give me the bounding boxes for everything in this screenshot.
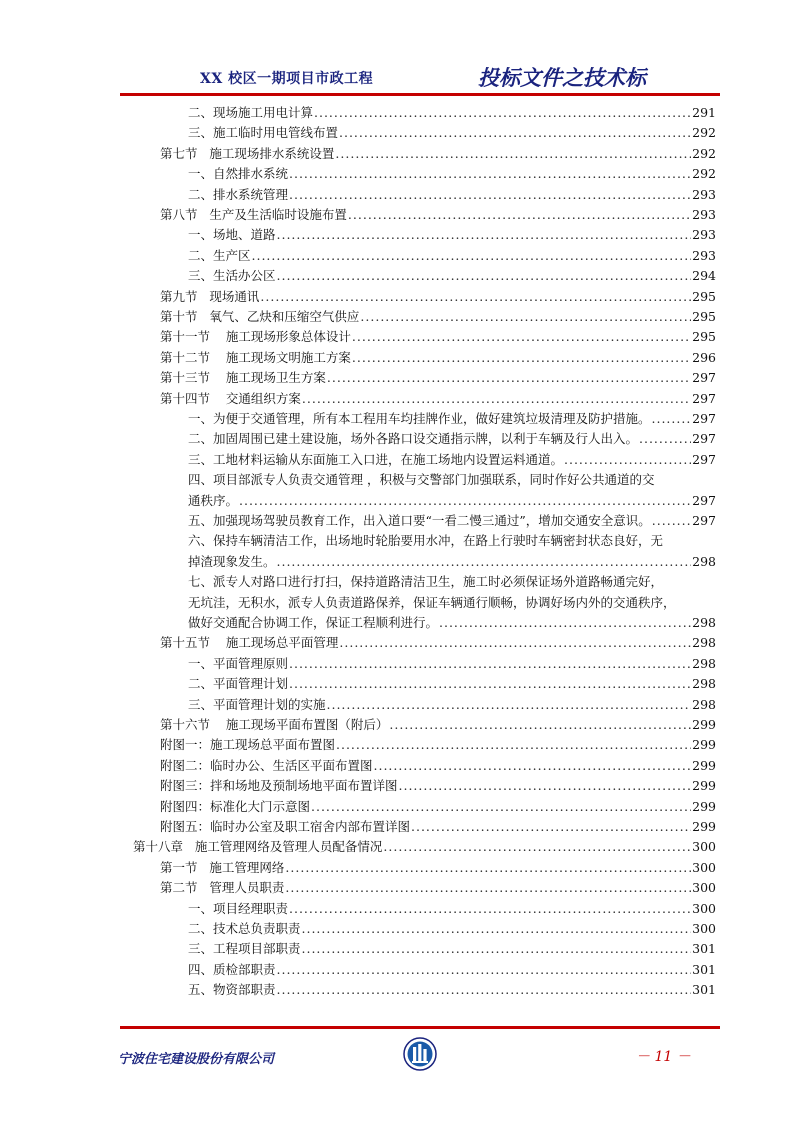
- toc-entry-title: 三、生活办公区: [188, 268, 276, 284]
- toc-leader-dots: [260, 287, 691, 307]
- toc-page-number: 292: [692, 166, 716, 182]
- toc-entry[interactable]: [188, 409, 716, 429]
- toc-leader-dots: [285, 878, 691, 898]
- toc-leader-dots: [411, 817, 691, 837]
- toc-page-number: 297: [692, 451, 716, 467]
- toc-leader-dots: [339, 123, 691, 143]
- toc-page-number: 294: [692, 268, 716, 284]
- toc-leader-dots: [302, 919, 692, 939]
- project-name: XX 校区一期项目市政工程: [200, 71, 374, 87]
- toc-page-number: 299: [692, 737, 716, 753]
- toc-entry-title: 五、加强现场驾驶员教育工作，出入道口要“一看二慢三通过”，增加交通安全意识。: [188, 513, 651, 528]
- toc-page-number: 291: [692, 105, 716, 120]
- toc-leader-dots: [335, 144, 691, 164]
- toc-entry-title: 通秩序。: [188, 492, 239, 508]
- toc-entry[interactable]: [160, 735, 716, 755]
- toc-leader-dots: [652, 409, 692, 429]
- toc-entry-title: 第七节 施工现场排水系统设置: [160, 145, 335, 161]
- page-number: － 11 －: [636, 1049, 691, 1065]
- toc-entry-title: 五、物资部职责: [188, 982, 276, 998]
- toc-entry-title: 附图二：临时办公、生活区平面布置图: [160, 757, 373, 773]
- toc-entry-title: 第一节 施工管理网络: [160, 859, 285, 875]
- toc-leader-dots: [285, 858, 691, 878]
- toc-page-number: 298: [692, 655, 716, 671]
- toc-entry-title: 三、施工临时用电管线布置: [188, 125, 339, 141]
- toc-page-number: 293: [692, 227, 716, 243]
- toc-entry-continuation: [188, 613, 716, 633]
- toc-leader-dots: [289, 899, 691, 919]
- toc-leader-dots: [277, 225, 692, 245]
- toc-leader-dots: [277, 980, 692, 1000]
- toc-entry-continuation: [188, 552, 716, 572]
- toc-entry-title: 一、平面管理原则: [188, 655, 289, 671]
- toc-page-number: 292: [692, 145, 716, 161]
- toc-page-number: 299: [692, 798, 716, 814]
- toc-entry-title: 一、自然排水系统: [188, 166, 289, 182]
- toc-page-number: 300: [692, 859, 716, 875]
- toc-entry[interactable]: [160, 776, 716, 796]
- toc-entry[interactable]: [160, 817, 716, 837]
- toc-entry[interactable]: [188, 511, 716, 531]
- toc-entry-title: 第八节 生产及生活临时设施布置: [160, 207, 347, 222]
- toc-leader-dots: [389, 715, 691, 735]
- toc-entry[interactable]: [160, 756, 716, 776]
- toc-page-number: 296: [692, 349, 716, 365]
- toc-entry-title: 一、为便于交通管理，所有本工程用车均挂牌作业，做好建筑垃圾清理及防护措施。: [188, 411, 651, 426]
- toc-page-number: 300: [692, 839, 716, 855]
- toc-leader-dots: [314, 103, 691, 123]
- toc-leader-dots: [383, 837, 691, 857]
- toc-entry-title: 三、工程项目部职责: [188, 941, 301, 957]
- toc-entry-title: 一、场地、道路: [188, 227, 276, 243]
- toc-entry[interactable]: [160, 797, 716, 817]
- toc-page-number: 295: [692, 288, 716, 304]
- toc-entry-title: 三、平面管理计划的实施: [188, 696, 326, 712]
- toc-page-number: 292: [692, 125, 716, 141]
- toc-page-number: 297: [692, 492, 716, 508]
- toc-entry[interactable]: [160, 327, 716, 347]
- toc-entry-title: 掉渣现象发生。: [188, 553, 276, 569]
- toc-leader-dots: [252, 246, 692, 266]
- toc-leader-dots: [399, 776, 692, 796]
- toc-entry[interactable]: [133, 837, 716, 857]
- toc-entry-title: 做好交通配合协调工作，保证工程顺利进行。: [188, 615, 439, 630]
- toc-page-number: 297: [692, 431, 716, 447]
- toc-entry-title: 附图三：拌和场地及预制场地平面布置详图: [160, 778, 398, 794]
- toc-entry-title: 四、项目部派专人负责交通管理 ，积极与交警部门加强联系，同时作好公共通道的交: [188, 472, 655, 488]
- toc-entry[interactable]: [188, 164, 716, 184]
- toc-leader-dots: [374, 756, 692, 776]
- toc-page-number: 297: [692, 513, 716, 528]
- toc-entry[interactable]: [188, 960, 716, 980]
- toc-page-number: 297: [692, 411, 716, 426]
- toc-leader-dots: [302, 939, 692, 959]
- toc-page-number: 300: [692, 880, 716, 896]
- toc-page-number: 300: [692, 900, 716, 916]
- toc-entry[interactable]: [188, 185, 716, 205]
- toc-page-number: 293: [692, 186, 716, 202]
- toc-page-number: 298: [692, 553, 716, 569]
- toc-entry-continuation: [188, 491, 716, 511]
- toc-entry[interactable]: [160, 389, 716, 409]
- toc-entry[interactable]: [160, 633, 716, 653]
- toc-entry[interactable]: [188, 266, 716, 286]
- toc-page-number: 293: [692, 207, 716, 222]
- toc-entry[interactable]: [160, 715, 716, 735]
- toc-entry-title: 第十六节 施工现场平面布置图（附后）: [160, 717, 389, 732]
- toc-page-number: 299: [692, 819, 716, 834]
- toc-leader-dots: [352, 327, 691, 347]
- toc-entry-title: 二、技术总负责职责: [188, 921, 301, 936]
- toc-page-number: 295: [692, 309, 716, 324]
- toc-leader-dots: [564, 450, 691, 470]
- toc-entry-title: 第十八章 施工管理网络及管理人员配备情况: [133, 839, 383, 855]
- toc-page-number: 298: [692, 615, 716, 630]
- toc-entry[interactable]: [188, 899, 716, 919]
- toc-entry-title: 第十二节 施工现场文明施工方案: [160, 349, 351, 365]
- toc-entry[interactable]: [188, 919, 716, 939]
- toc-entry-title: 二、现场施工用电计算: [188, 105, 314, 120]
- toc-page-number: 301: [692, 982, 716, 998]
- toc-entry-title: 第十一节 施工现场形象总体设计: [160, 329, 351, 345]
- toc-leader-dots: [360, 307, 691, 327]
- toc-entry[interactable]: [188, 531, 663, 551]
- toc-page-number: 298: [692, 696, 716, 712]
- toc-entry-title: 三、工地材料运输从东面施工入口进，在施工场地内设置运料通道。: [188, 451, 564, 467]
- toc-entry-continuation: 无坑洼，无积水，派专人负责道路保养，保证车辆通行顺畅，协调好场内外的交通秩序，: [188, 594, 676, 610]
- toc-page-number: 299: [692, 717, 716, 732]
- toc-entry[interactable]: [188, 695, 716, 715]
- toc-leader-dots: [352, 348, 691, 368]
- toc-page-number: 301: [692, 941, 716, 957]
- toc-leader-dots: [311, 797, 691, 817]
- toc-leader-dots: [327, 695, 692, 715]
- toc-leader-dots: [277, 552, 692, 572]
- toc-leader-dots: [302, 389, 691, 409]
- toc-entry[interactable]: [188, 674, 716, 694]
- toc-entry[interactable]: [188, 246, 716, 266]
- toc-leader-dots: [639, 429, 691, 449]
- toc-entry-title: 附图五：临时办公室及职工宿舍内部布置详图: [160, 819, 411, 834]
- toc-leader-dots: [289, 185, 691, 205]
- toc-page-number: 299: [692, 778, 716, 794]
- toc-entry[interactable]: [160, 287, 716, 307]
- toc-entry[interactable]: [188, 470, 654, 490]
- toc-leader-dots: [652, 511, 691, 531]
- toc-entry-title: 二、排水系统管理: [188, 186, 289, 202]
- toc-entry-title: 七、派专人对路口进行打扫，保持道路清洁卫生，施工时必须保证场外道路畅通完好，: [188, 574, 664, 590]
- company-logo-icon: [403, 1037, 437, 1071]
- toc-entry-title: 第十节 氧气、乙炔和压缩空气供应: [160, 309, 360, 324]
- toc-entry-title: 二、生产区: [188, 247, 251, 263]
- toc-entry[interactable]: [188, 429, 716, 449]
- toc-page-number: 293: [692, 247, 716, 263]
- toc-entry[interactable]: [188, 225, 716, 245]
- toc-leader-dots: [439, 613, 691, 633]
- toc-entry[interactable]: [188, 450, 716, 470]
- toc-entry[interactable]: [188, 939, 716, 959]
- toc-leader-dots: [348, 205, 691, 225]
- toc-entry[interactable]: [188, 123, 716, 143]
- toc-entry-title: 第十四节 交通组织方案: [160, 390, 301, 406]
- toc-entry[interactable]: [160, 348, 716, 368]
- toc-entry[interactable]: [188, 654, 716, 674]
- toc-entry[interactable]: [188, 980, 716, 1000]
- toc-entry-title: 二、加固周围已建土建设施，场外各路口设交通指示牌，以利于车辆及行人出入。: [188, 431, 639, 447]
- toc-entry-title: 第九节 现场通讯: [160, 288, 260, 304]
- toc-page-number: 297: [692, 390, 716, 406]
- toc-entry-title: 第十三节 施工现场卫生方案: [160, 370, 326, 386]
- toc-entry-title: 六、保持车辆清洁工作，出场地时轮胎要用水冲，在路上行驶时车辆密封状态良好，无: [188, 533, 664, 549]
- toc-leader-dots: [277, 960, 692, 980]
- toc-entry[interactable]: [160, 878, 716, 898]
- toc-entry-title: 第十五节 施工现场总平面管理: [160, 635, 339, 651]
- toc-entry[interactable]: [160, 144, 716, 164]
- toc-leader-dots: [289, 164, 691, 184]
- toc-leader-dots: [336, 735, 691, 755]
- toc-leader-dots: [239, 491, 691, 511]
- company-name: 宁波住宅建设股份有限公司: [118, 1052, 275, 1067]
- toc-entry-title: 附图四：标准化大门示意图: [160, 798, 311, 814]
- toc-page-number: 295: [692, 329, 716, 345]
- toc-entry-title: 第二节 管理人员职责: [160, 880, 285, 896]
- toc-page-number: 299: [692, 757, 716, 773]
- toc-leader-dots: [277, 266, 692, 286]
- toc-entry[interactable]: [160, 368, 716, 388]
- document-title: 投标文件之技术标: [478, 65, 646, 90]
- footer-rule: [120, 1026, 720, 1029]
- toc-page-number: 301: [692, 961, 716, 977]
- toc-leader-dots: [327, 368, 691, 388]
- toc-entry-title: 附图一：施工现场总平面布置图: [160, 737, 336, 753]
- toc-leader-dots: [339, 633, 691, 653]
- toc-entry[interactable]: [188, 572, 663, 592]
- toc-leader-dots: [289, 654, 691, 674]
- toc-page-number: 297: [692, 370, 716, 386]
- toc-entry[interactable]: [160, 205, 716, 225]
- header-rule: [120, 93, 720, 96]
- toc-entry-title: 一、项目经理职责: [188, 900, 289, 916]
- toc-page-number: 298: [692, 635, 716, 651]
- toc-entry[interactable]: [160, 307, 716, 327]
- toc-entry-title: 二、平面管理计划: [188, 676, 289, 692]
- toc-entry[interactable]: [160, 858, 716, 878]
- toc-entry-title: 四、质检部职责: [188, 961, 276, 977]
- toc-entry[interactable]: [188, 103, 716, 123]
- toc-leader-dots: [289, 674, 691, 694]
- toc-page-number: 298: [692, 676, 716, 692]
- toc-page-number: 300: [692, 921, 716, 936]
